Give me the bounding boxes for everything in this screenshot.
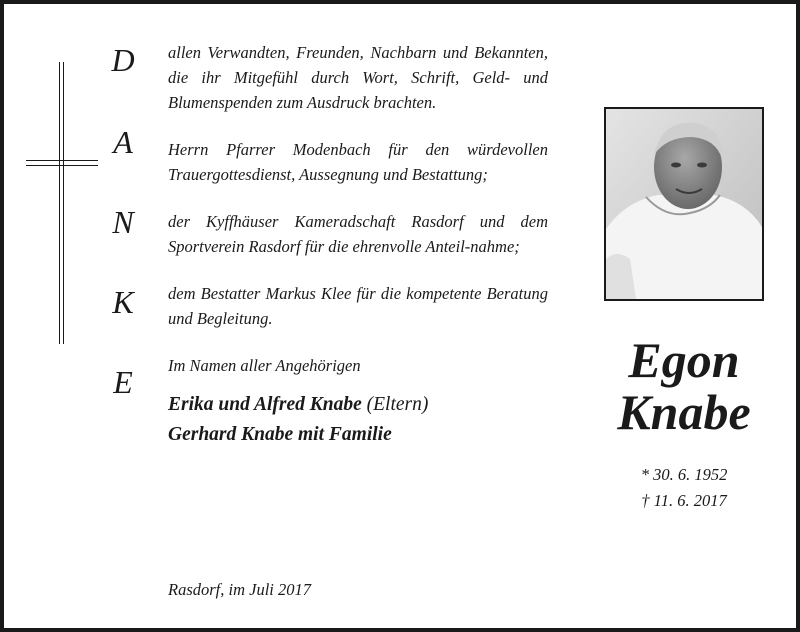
death-date: † 11. 6. 2017: [641, 491, 727, 510]
thanks-paragraph-clubs: der Kyffhäuser Kameradschaft Rasdorf und dem Sportverein Rasdorf für die ehrenvolle Anteil-nahme;: [168, 212, 548, 256]
thanks-paragraph-undertaker: dem Bestatter Markus Klee für die kompetente Beratung und Begleitung.: [168, 284, 548, 328]
signers-block: [168, 390, 548, 450]
signer-parents-note: (Eltern): [361, 394, 429, 415]
danke-letter-a: A: [113, 124, 133, 160]
portrait-illustration: [606, 109, 762, 299]
place-date: Rasdorf, im Juli 2017: [168, 580, 311, 599]
deceased-first-name: Egon: [628, 332, 740, 388]
danke-letter-e: E: [113, 364, 133, 400]
danke-letter-d: D: [111, 42, 135, 78]
danke-letter-k: K: [112, 284, 134, 320]
thanks-paragraph-pastor: Herrn Pfarrer Modenbach für den würdevollen Trauergottesdienst, Aussegnung und Bestattung;: [168, 140, 548, 184]
deceased-name: [584, 334, 784, 438]
signer-parents-names: Erika und Alfred Knabe: [168, 394, 362, 415]
danke-letter-n: N: [112, 204, 134, 240]
birth-date: * 30. 6. 1952: [640, 465, 728, 484]
thanks-paragraph-relatives: allen Verwandten, Freunden, Nachbarn und Bekannten, die ihr Mitgefühl durch Wort, Schrift, Geld- und Blumenspenden zum Ausdruck brachten.: [168, 43, 548, 112]
signoff-line: Im Namen aller Angehörigen: [168, 356, 361, 375]
deceased-last-name: Knabe: [617, 384, 751, 440]
thanks-text-column: [168, 40, 548, 450]
signer-line-brother: Gerhard Knabe mit Familie: [168, 424, 392, 445]
life-dates: [584, 462, 784, 514]
signer-line-parents: [168, 390, 548, 420]
portrait-photo: [604, 107, 764, 301]
cross-vertical-bar: [59, 62, 62, 344]
cross-horizontal-bar: [26, 160, 98, 166]
